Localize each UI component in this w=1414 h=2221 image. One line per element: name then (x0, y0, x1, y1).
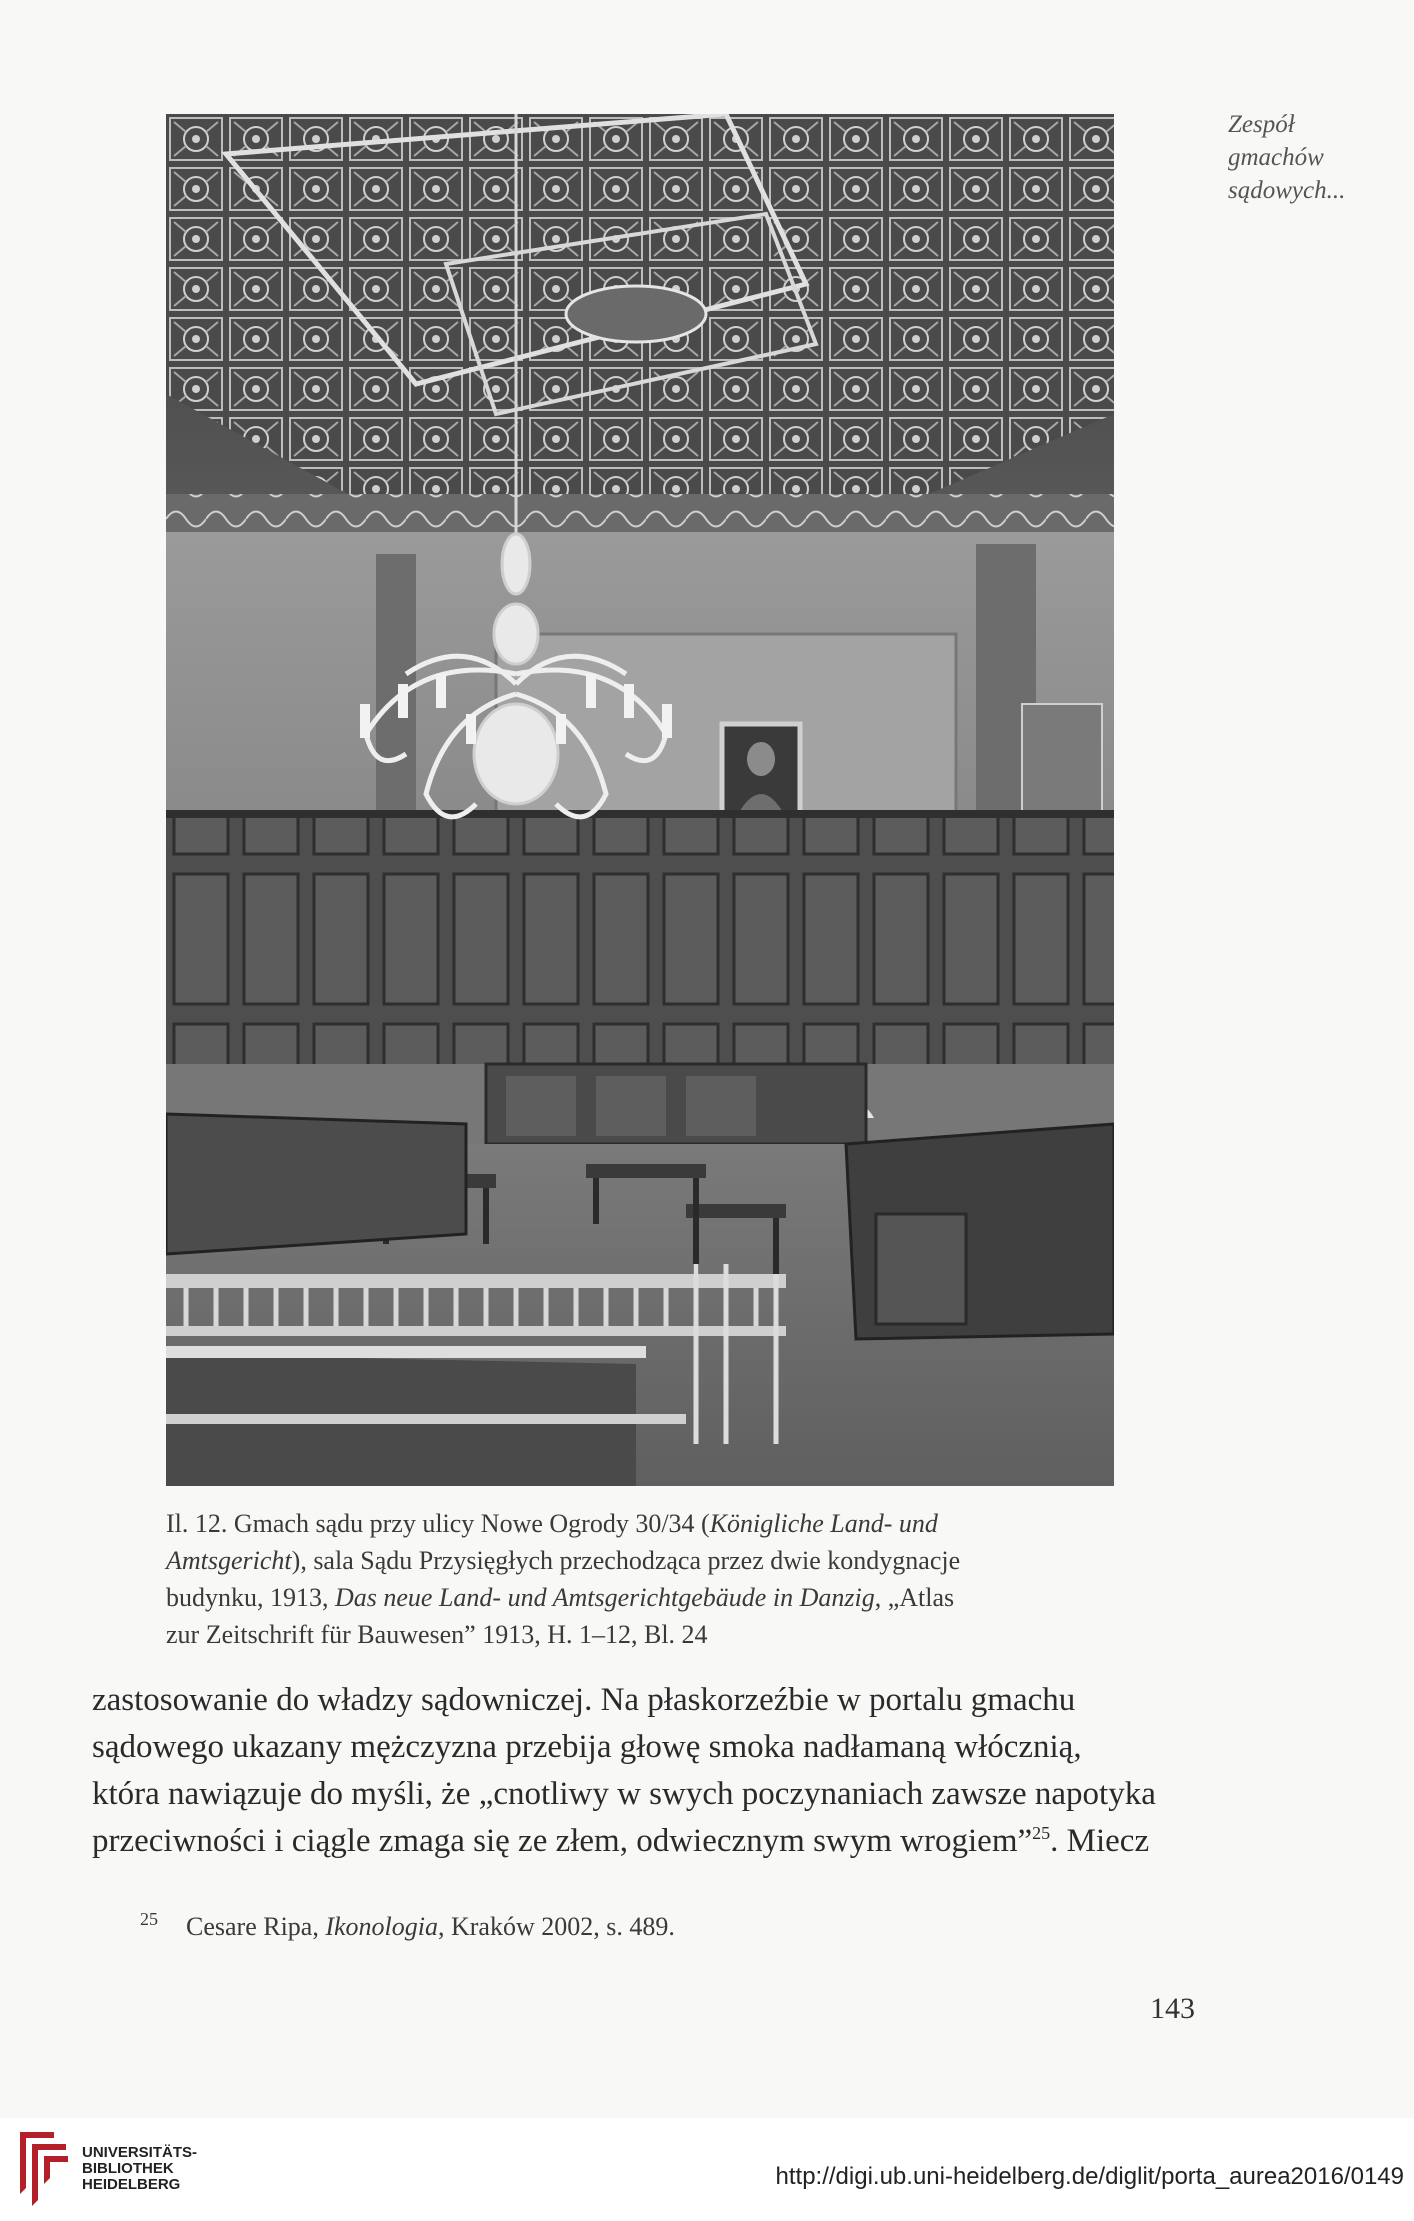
running-head (1228, 108, 1398, 207)
caption-italic: Amtsgericht (166, 1546, 292, 1575)
caption-text: budynku, 1913, (166, 1583, 335, 1612)
library-name-line: BIBLIOTHEK (82, 2160, 174, 2177)
footnote-title: Ikonologia (325, 1912, 438, 1941)
caption-text: , „Atlas (874, 1583, 955, 1612)
caption-line (166, 1505, 1106, 1542)
figure-caption (166, 1505, 1106, 1653)
footnote-segment: , Kraków 2002, s. 489. (438, 1912, 675, 1941)
body-paragraph (92, 1677, 1212, 1865)
caption-line (166, 1542, 1106, 1579)
body-line: sądowego ukazany mężczyzna przebija głowę smoka nadłamaną włócznią, (92, 1729, 1082, 1765)
body-line (92, 1818, 1212, 1865)
caption-text: ), sala Sądu Przysięgłych przechodząca przez dwie kondygnacje (291, 1546, 961, 1575)
caption-italic: Königliche Land- und (709, 1509, 938, 1538)
body-text-segment: przeciwności i ciągle zmaga się ze złem, odwiecznym swym wrogiem” (92, 1823, 1033, 1859)
caption-text: Il. 12. Gmach sądu przy ulicy Nowe Ogrody 30/34 ( (166, 1509, 710, 1538)
library-name-line: HEIDELBERG (82, 2176, 181, 2193)
source-url-link[interactable]: http://digi.ub.uni-heidelberg.de/diglit/porta_aurea2016/0149 (775, 2163, 1404, 2190)
caption-text: zur Zeitschrift für Bauwesen” 1913, H. 1–12, Bl. 24 (166, 1620, 708, 1649)
courtroom-photograph (166, 114, 1114, 1486)
caption-line (166, 1579, 1106, 1616)
page-number: 143 (1150, 1992, 1195, 2025)
footnote-reference[interactable]: 25 (1032, 1823, 1051, 1843)
body-line: zastosowanie do władzy sądowniczej. Na płaskorzeźbie w portalu gmachu (92, 1682, 1076, 1718)
footnote-segment: Cesare Ripa, (186, 1912, 326, 1941)
running-head-line: sądowych... (1228, 177, 1346, 204)
caption-line (166, 1616, 1106, 1653)
body-text-segment: . Miecz (1050, 1823, 1150, 1859)
library-name-line: UNIVERSITÄTS- (82, 2144, 198, 2161)
footnote-number: 25 (140, 1909, 158, 1929)
running-head-line: gmachów (1228, 144, 1324, 171)
body-line: która nawiązuje do myśli, że „cnotliwy w swych poczynaniach zawsze napotyka (92, 1776, 1156, 1812)
footnote-text (186, 1910, 675, 1944)
library-name (82, 2145, 197, 2193)
library-logo-icon (14, 2128, 74, 2210)
running-head-line: Zespół (1228, 111, 1295, 138)
caption-italic: Das neue Land- und Amtsgerichtgebäude in Danzig (335, 1583, 875, 1612)
